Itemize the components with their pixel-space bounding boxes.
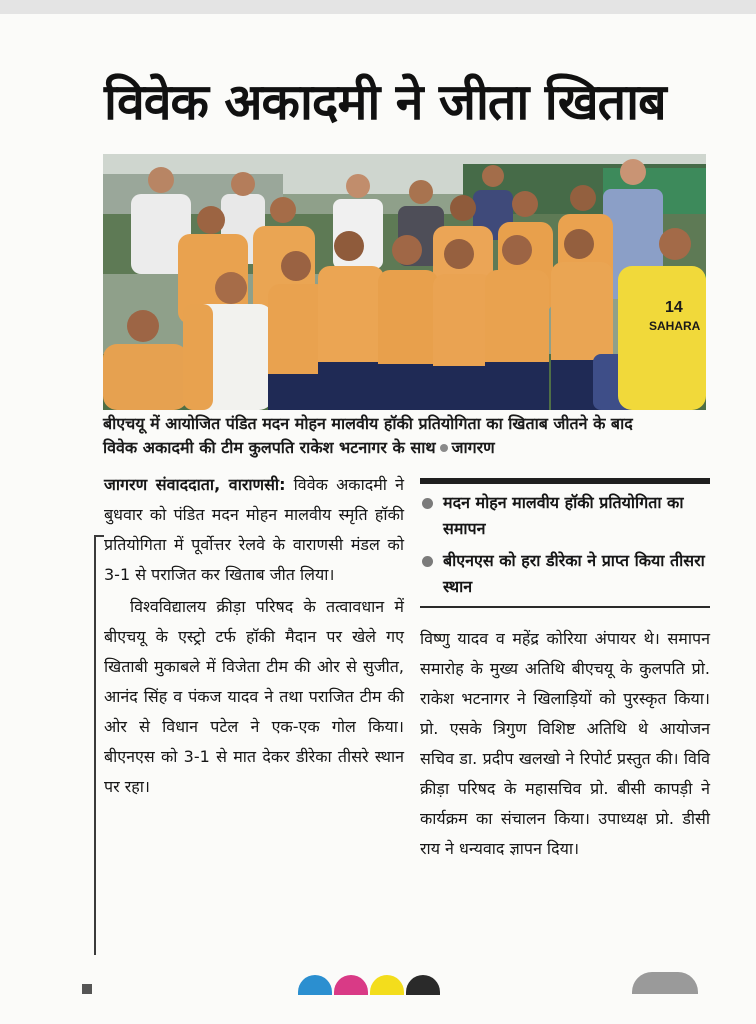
credit-bullet-icon xyxy=(440,444,448,452)
bullet-icon xyxy=(422,556,433,567)
browser-top-bar xyxy=(0,0,756,14)
bullet-icon xyxy=(422,498,433,509)
crop-mark xyxy=(82,984,92,994)
jersey-sponsor: SAHARA xyxy=(649,319,701,333)
article-paragraph-1 xyxy=(104,470,404,590)
photo-caption xyxy=(103,412,709,460)
yellow-registration-dot xyxy=(370,975,404,995)
photo-credit: जागरण xyxy=(451,438,495,457)
column-rule xyxy=(94,535,96,955)
highlight-item xyxy=(420,548,710,600)
dateline: जागरण संवाददाता, वाराणसी: xyxy=(104,475,286,494)
highlights-divider xyxy=(420,606,710,608)
cyan-registration-dot xyxy=(298,975,332,995)
highlight-text: बीएनएस को हरा डीरेका ने प्राप्त किया तीसरा स्थान xyxy=(443,551,705,596)
jersey-number: 14 xyxy=(665,299,683,316)
black-registration-dot xyxy=(406,975,440,995)
article-right-column xyxy=(420,624,710,864)
highlight-text: मदन मोहन मालवीय हॉकी प्रतियोगिता का समापन xyxy=(443,493,684,538)
article-paragraph-3: विष्णु यादव व महेंद्र कोरिया अंपायर थे। समापन समारोह के मुख्य अतिथि बीएचयू के कुलपति प्रो. राकेश भटनागर ने खिलाड़ियों को पुरस्कृत किया। प्रो. एसके त्रिगुण विशिष्ट अतिथि थे आयोजन सचिव डा. प्रदीप खलखो ने रिपोर्ट प्रस्तुत की। विवि क्रीड़ा परिषद के महासचिव प्रो. बीसी कापड़ी ने कार्यक्रम का संचालन किया। उपाध्यक्ष प्रो. डीसी राय ने धन्यवाद ज्ञापन दिया। xyxy=(420,629,710,858)
caption-line-1: बीएचयू में आयोजित पंडित मदन मोहन मालवीय हॉकी प्रतियोगिता का खिताब जीतने के बाद xyxy=(103,414,633,433)
headline: विवेक अकादमी ने जीता खिताब xyxy=(104,73,666,131)
grey-print-mark xyxy=(632,972,698,994)
team-photo-illustration xyxy=(103,154,706,410)
article-paragraph-2: विश्वविद्यालय क्रीड़ा परिषद के तत्वावधान में बीएचयू के एस्ट्रो टर्फ हॉकी मैदान पर खेले गए खिताबी मुकाबले में विजेता टीम की ओर से सुजीत, आनंद सिंह व पंकज यादव ने तथा पराजित टीम की ओर से विधान पटेल ने एक-एक गोल किया। बीएनएस को 3-1 से मात देकर डीरेका तीसरे स्थान पर रहा। xyxy=(104,597,404,796)
caption-line-2-text: विवेक अकादमी की टीम कुलपति राकेश भटनागर के साथ xyxy=(103,438,436,457)
column-rule-tick xyxy=(94,535,104,537)
faint-page-header xyxy=(448,46,608,52)
highlight-item xyxy=(420,490,710,542)
print-registration-marks xyxy=(298,975,442,995)
magenta-registration-dot xyxy=(334,975,368,995)
highlights-box xyxy=(420,478,710,618)
caption-line-2 xyxy=(103,436,709,460)
team-photo xyxy=(103,154,706,410)
paragraph-1-text: विवेक अकादमी ने बुधवार को पंडित मदन मोहन मालवीय स्मृति हॉकी प्रतियोगिता में पूर्वोत्तर रेलवे के वाराणसी मंडल को 3-1 से पराजित कर खिताब जीत लिया। xyxy=(104,475,404,584)
article-left-column xyxy=(104,470,404,802)
